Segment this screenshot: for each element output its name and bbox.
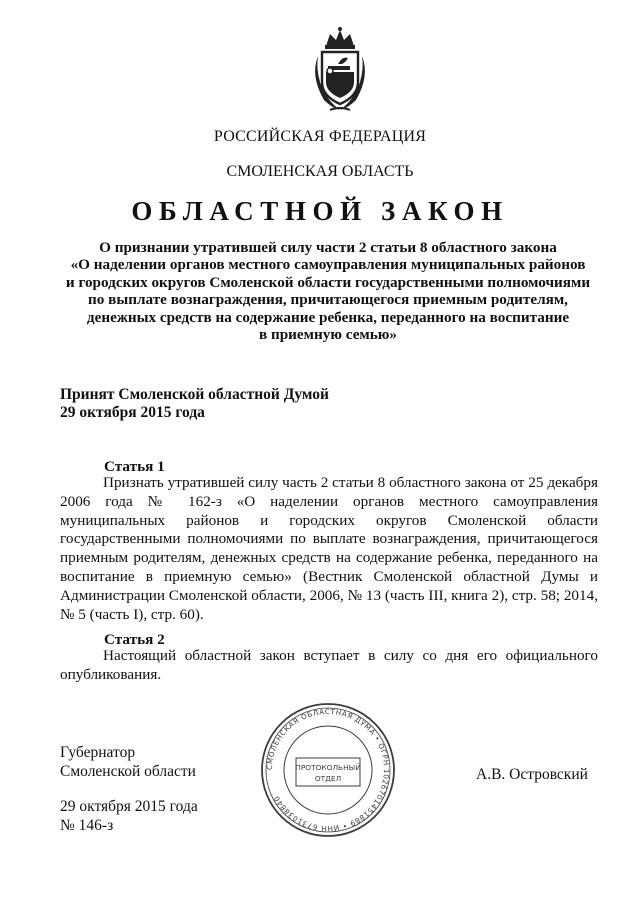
article-1-text: Признать утратившей силу часть 2 статьи 8 областного закона от 25 декабря 2006 года № 162-з «О наделении органов местного самоуправления муниципальных районов и городских округов Смоленской области государственными полномочиями по выплате вознаграждения, причитающегося приемным родителям, денежных средств на содержание ребенка, переданного на воспитание в приемную семью» (Вестник Смоленской областной Думы и Администрации Смоленской области, 2006, № 13 (часть III, книга 2), стр. 58; 2014, № 5 (часть I), стр. 60).: [60, 474, 598, 623]
law-title-line: О признании утратившей силу части 2 статьи 8 областного закона: [99, 239, 557, 256]
coat-of-arms-emblem: [296, 26, 384, 114]
signing-info: [60, 797, 198, 835]
adoption-info: [60, 386, 329, 422]
law-number: № 146-з: [60, 817, 114, 834]
stamp-ring-text: СМОЛЕНСКАЯ ОБЛАСТНАЯ ДУМА • ОГРН 1026701451889 • ИНН 6731038840: [264, 706, 392, 834]
stamp-center-text: ОТДЕЛ: [314, 774, 342, 783]
signing-date: 29 октября 2015 года: [60, 798, 198, 815]
law-title-line: по выплате вознаграждения, причитающегося приемным родителям,: [88, 291, 568, 309]
law-title-line: «О наделении органов местного самоуправления муниципальных районов: [70, 256, 586, 274]
law-title-line: и городских округов Смоленской области государственными полномочиями: [65, 273, 591, 291]
country-name: РОССИЙСКАЯ ФЕДЕРАЦИЯ: [213, 128, 427, 145]
article-1-heading: Статья 1: [104, 458, 165, 475]
stamp-center-text: ПРОТОКОЛЬНЫЙ: [295, 763, 361, 772]
article-2-text: Настоящий областной закон вступает в силу со дня его официального опубликования.: [60, 647, 598, 683]
signer-name: А.В. Островский: [476, 766, 588, 783]
signer-position-line: Смоленской области: [60, 763, 196, 780]
region-name: СМОЛЕНСКАЯ ОБЛАСТЬ: [226, 163, 414, 180]
law-title-line: денежных средств на содержание ребенка, переданного на воспитание: [86, 308, 570, 326]
signer-position: [60, 743, 196, 781]
law-title-line: в приемную семью»: [258, 326, 398, 344]
adopted-by: Принят Смоленской областной Думой: [60, 386, 329, 403]
signer-position-line: Губернатор: [60, 744, 136, 761]
document-type-heading: ОБЛАСТНОЙ ЗАКОН: [131, 196, 509, 226]
article-2-heading: Статья 2: [104, 631, 165, 648]
law-title: [58, 239, 598, 343]
adoption-date: 29 октября 2015 года: [60, 404, 205, 421]
official-stamp: [258, 700, 398, 840]
